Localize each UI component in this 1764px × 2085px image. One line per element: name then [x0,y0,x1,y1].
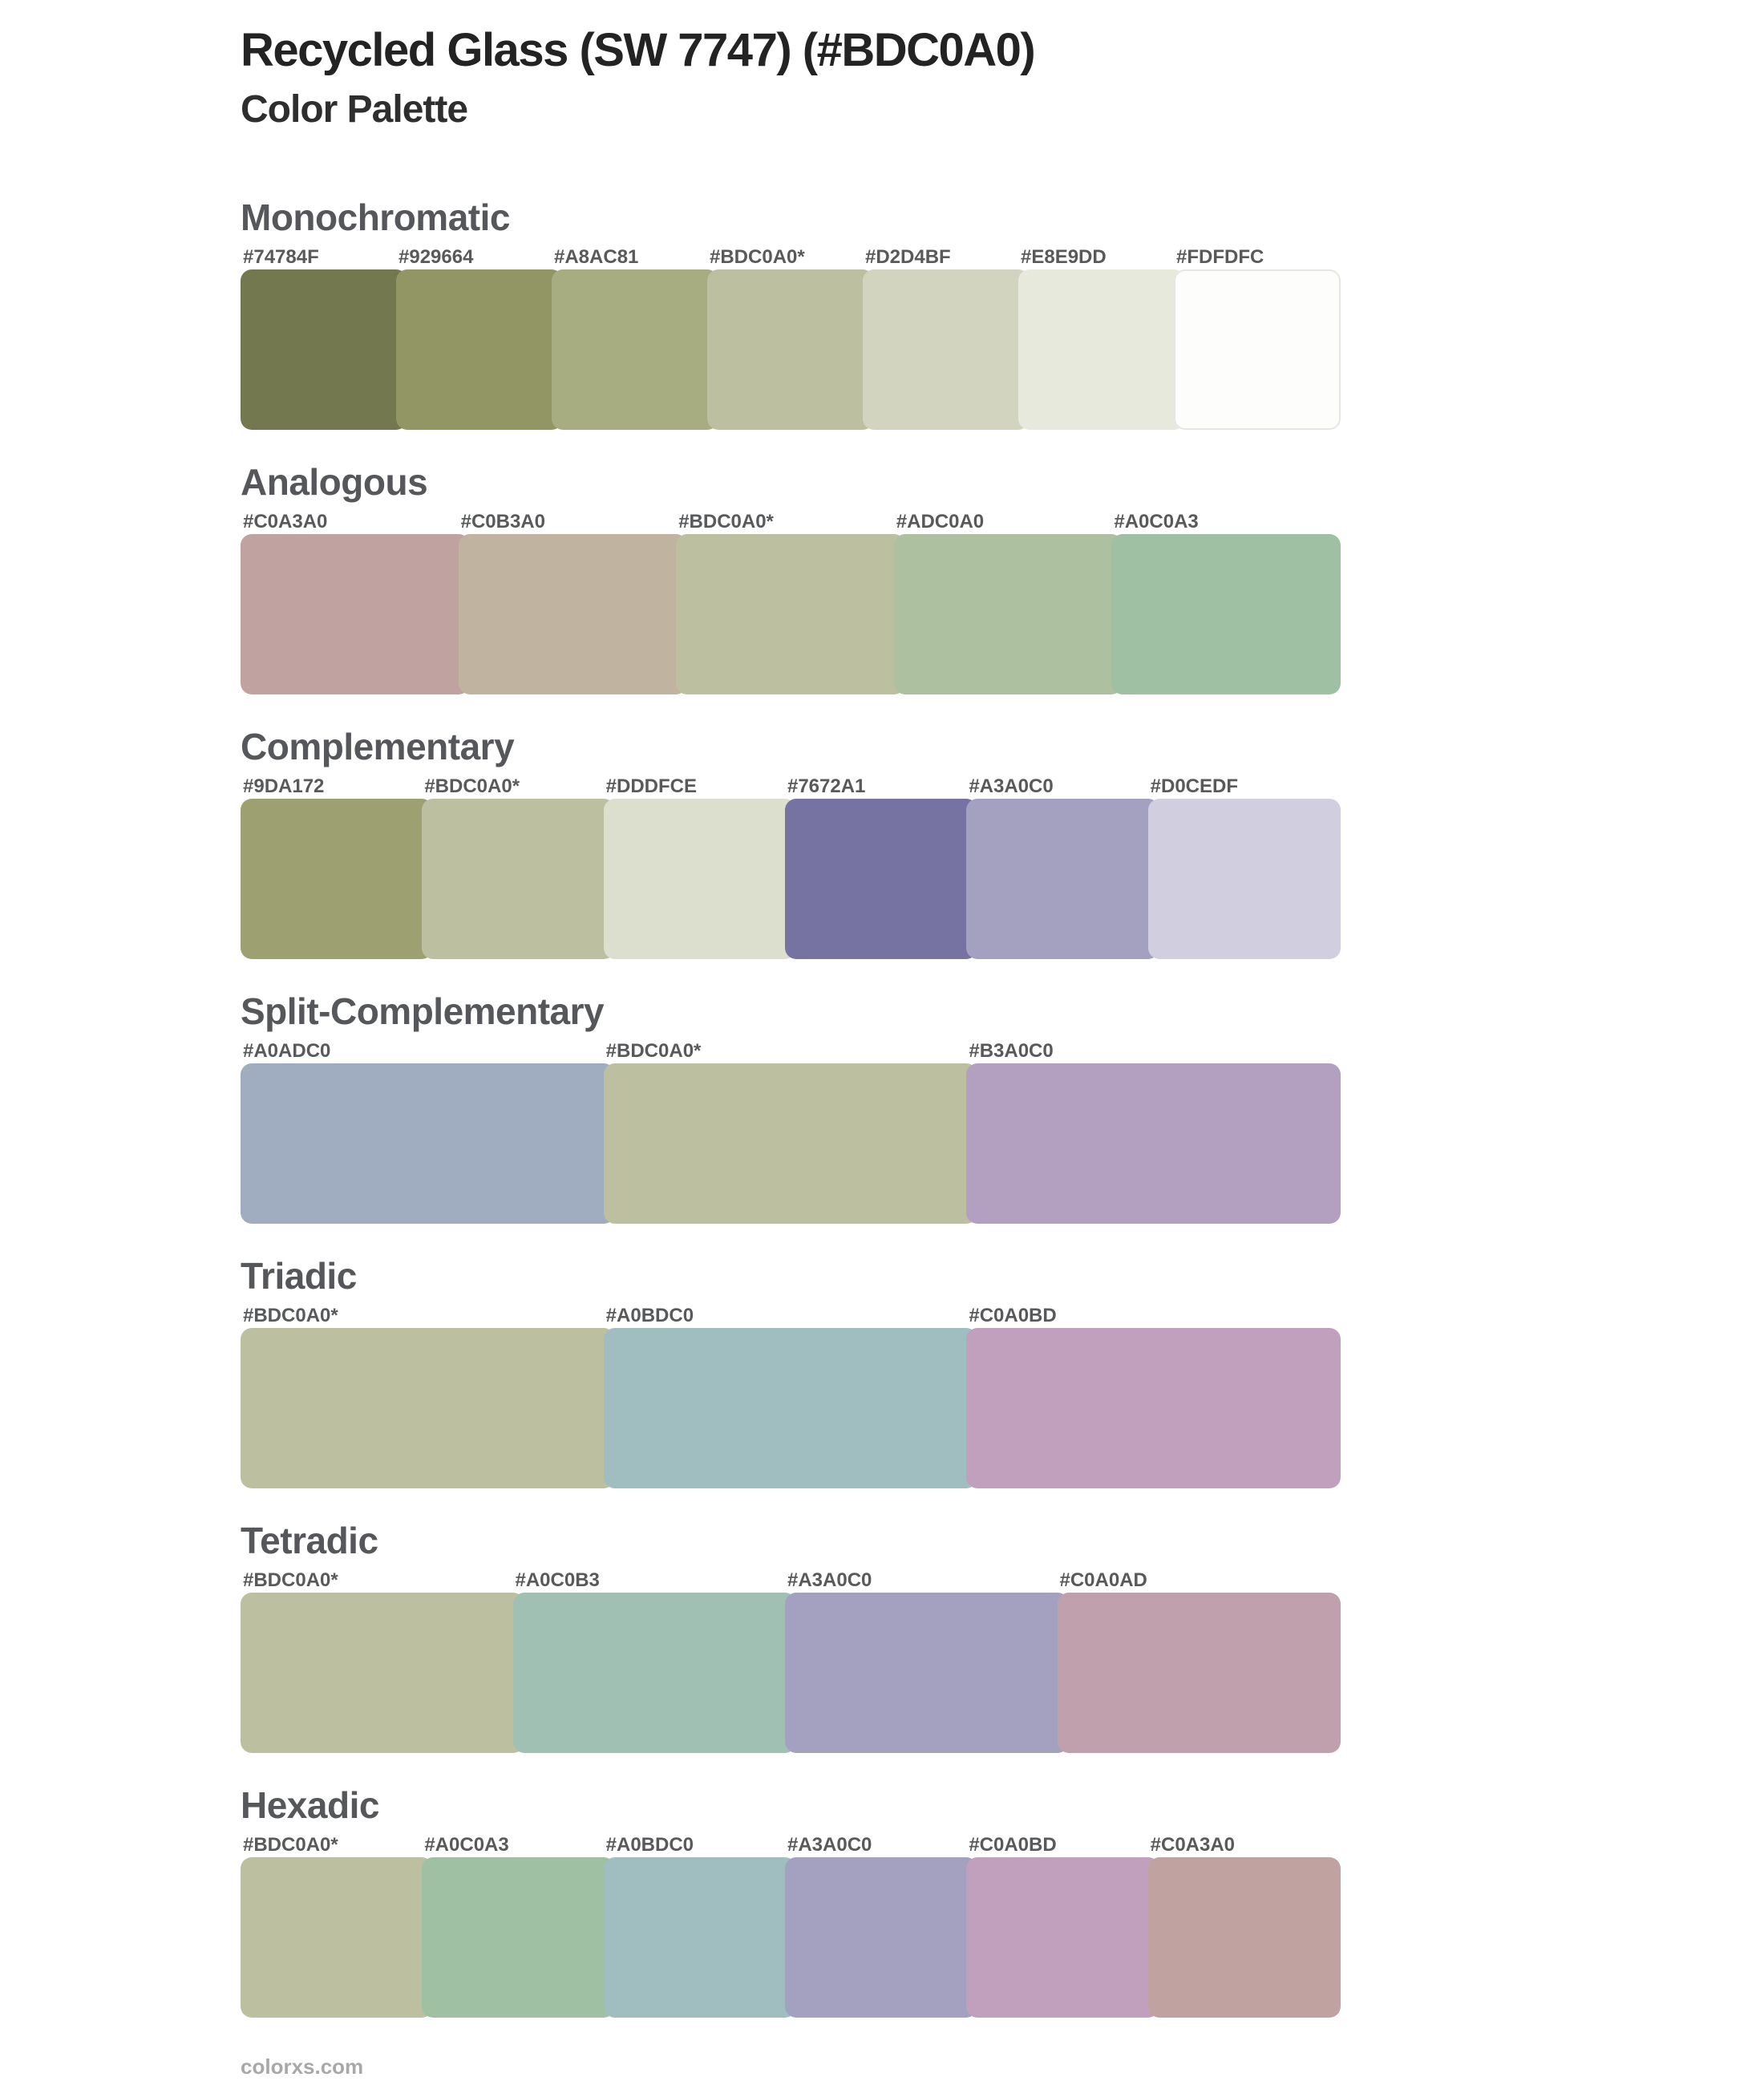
swatch-row [241,1306,1341,1488]
swatch[interactable] [1148,776,1341,959]
swatch-hex-label: #C0A3A0 [1150,1833,1236,1856]
swatch[interactable] [966,1835,1159,2018]
swatch-color [1148,799,1341,959]
section-heading: Analogous [241,460,428,503]
swatch-hex-label: #BDC0A0* [424,775,520,797]
swatch-hex-label: #BDC0A0* [605,1039,702,1062]
swatch-color [966,1328,1341,1488]
swatch-color [552,269,718,430]
swatch[interactable] [396,247,563,430]
swatch[interactable] [513,1570,797,1753]
swatch-hex-label: #A3A0C0 [787,1569,872,1591]
swatch-hex-label: #C0A0AD [1059,1569,1147,1591]
swatch-color [241,1328,615,1488]
swatch[interactable] [241,1570,524,1753]
palette-section [241,727,1341,959]
swatch-color [894,534,1123,694]
swatch-hex-label: #A3A0C0 [969,775,1054,797]
swatch-color [604,1328,978,1488]
swatch[interactable] [604,1041,978,1224]
swatch-color [676,534,905,694]
swatch-color [785,799,977,959]
swatch-color [241,1593,524,1753]
swatch-hex-label: #D0CEDF [1150,775,1238,797]
swatch-color [422,799,614,959]
swatch-color [459,534,688,694]
swatch-color [785,1593,1069,1753]
swatch[interactable] [1058,1570,1341,1753]
swatch[interactable] [241,512,470,694]
swatch[interactable] [966,1306,1341,1488]
palette-section [241,1520,1341,1753]
section-heading: Split-Complementary [241,990,605,1032]
swatch-hex-label: #C0A3A0 [243,510,328,532]
swatch-hex-label: #BDC0A0* [243,1569,338,1591]
swatch-row [241,776,1341,959]
swatch-color [1111,534,1341,694]
swatch-hex-label: #74784F [243,245,319,268]
swatch-color [241,799,433,959]
swatch[interactable] [241,1306,615,1488]
swatch-hex-label: #BDC0A0* [710,245,805,268]
swatch[interactable] [1148,1835,1341,2018]
swatch[interactable] [241,1835,433,2018]
swatch-row [241,1835,1341,2018]
swatch-hex-label: #A0C0A3 [1114,510,1199,532]
swatch-color [604,1063,978,1224]
swatch-color [1174,269,1341,430]
swatch-hex-label: #A8AC81 [554,245,639,268]
swatch-hex-label: #A0C0B3 [515,1569,600,1591]
swatch[interactable] [785,776,977,959]
swatch-hex-label: #929664 [399,245,474,268]
swatch-color [396,269,563,430]
swatch-color [1018,269,1185,430]
swatch-hex-label: #C0A0BD [969,1304,1057,1326]
swatch[interactable] [1111,512,1341,694]
swatch-hex-label: #BDC0A0* [243,1833,338,1856]
swatch-hex-label: #C0B3A0 [460,510,545,532]
section-heading: Hexadic [241,1783,379,1826]
swatch-color [241,534,470,694]
palette-section [241,991,1341,1224]
swatch[interactable] [241,247,407,430]
swatch-color [966,1063,1341,1224]
swatch-hex-label: #A0BDC0 [605,1304,694,1326]
section-heading: Triadic [241,1254,357,1297]
swatch[interactable] [785,1835,977,2018]
swatch-hex-label: #BDC0A0* [678,510,774,532]
swatch-color [604,1857,796,2018]
swatch[interactable] [1174,247,1341,430]
palette-section [241,1256,1341,1488]
swatch-hex-label: #A0C0A3 [424,1833,509,1856]
palette-section [241,462,1341,694]
swatch-color [1058,1593,1341,1753]
swatch-color [241,269,407,430]
swatch-color [707,269,874,430]
swatch[interactable] [241,776,433,959]
section-heading: Complementary [241,725,515,767]
swatch[interactable] [604,1835,796,2018]
swatch[interactable] [676,512,905,694]
swatch-color [241,1063,615,1224]
swatch[interactable] [966,1041,1341,1224]
swatch-row [241,512,1341,694]
page-footer [241,2055,1341,2079]
swatch-hex-label: #7672A1 [787,775,866,797]
footer-link[interactable]: colorxs.com [241,2054,364,2079]
swatch-color [966,799,1159,959]
swatch-hex-label: #B3A0C0 [969,1039,1054,1062]
swatch[interactable] [604,776,796,959]
swatch[interactable] [604,1306,978,1488]
swatch-hex-label: #E8E9DD [1021,245,1107,268]
page-subtitle: Color Palette [241,87,468,131]
palette-section [241,197,1341,430]
swatch-color [966,1857,1159,2018]
swatch-row [241,1570,1341,1753]
swatch-row [241,1041,1341,1224]
section-heading: Monochromatic [241,196,510,238]
swatch[interactable] [422,776,614,959]
swatch-color [863,269,1030,430]
swatch-hex-label: #A0ADC0 [243,1039,331,1062]
swatch[interactable] [707,247,874,430]
swatch-color [604,799,796,959]
swatch-hex-label: #DDDFCE [605,775,697,797]
swatch-row [241,247,1341,430]
swatch[interactable] [863,247,1030,430]
swatch[interactable] [552,247,718,430]
palette-section [241,1785,1341,2018]
swatch-color [1148,1857,1341,2018]
page-title: Recycled Glass (SW 7747) (#BDC0A0) [241,24,1035,76]
swatch-hex-label: #A0BDC0 [605,1833,694,1856]
swatch-hex-label: #D2D4BF [865,245,951,268]
swatch-color [513,1593,797,1753]
section-heading: Tetradic [241,1519,378,1561]
swatch-color [422,1857,614,2018]
swatch-hex-label: #C0A0BD [969,1833,1057,1856]
palette-sections [241,197,1341,2018]
swatch[interactable] [894,512,1123,694]
swatch[interactable] [1018,247,1185,430]
page-content [241,24,1341,2079]
swatch[interactable] [966,776,1159,959]
swatch[interactable] [422,1835,614,2018]
swatch[interactable] [785,1570,1069,1753]
swatch-hex-label: #A3A0C0 [787,1833,872,1856]
swatch-hex-label: #BDC0A0* [243,1304,338,1326]
swatch-color [241,1857,433,2018]
swatch-hex-label: #FDFDFC [1176,245,1264,268]
swatch[interactable] [459,512,688,694]
swatch[interactable] [241,1041,615,1224]
swatch-hex-label: #9DA172 [243,775,325,797]
swatch-color [785,1857,977,2018]
swatch-hex-label: #ADC0A0 [896,510,985,532]
